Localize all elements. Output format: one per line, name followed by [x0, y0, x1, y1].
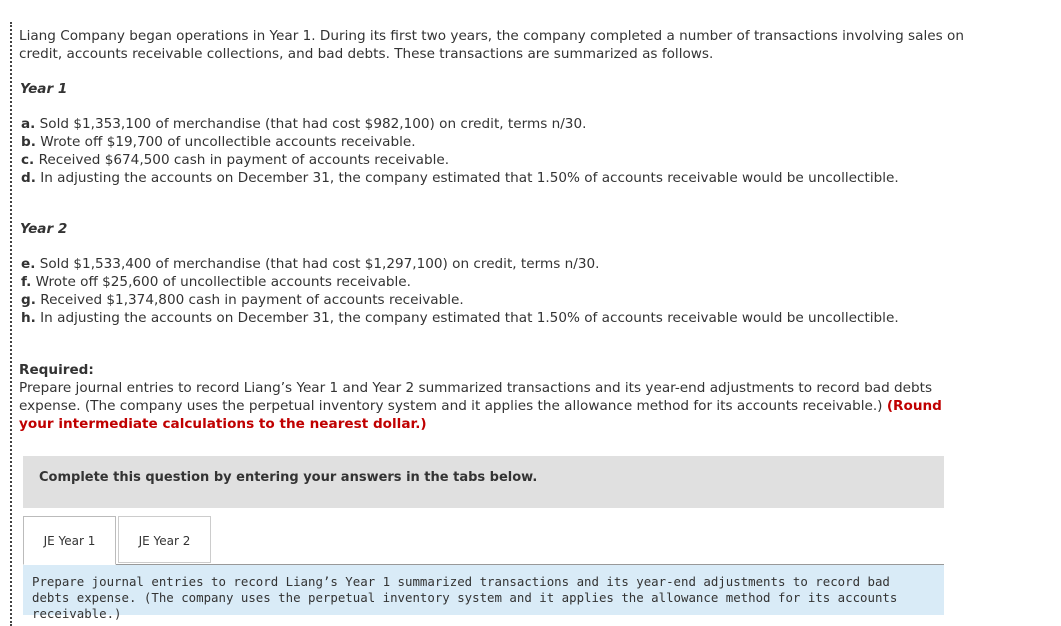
year2-heading: Year 2 — [20, 221, 68, 237]
year1-heading: Year 1 — [20, 81, 68, 97]
tab-instructions: Prepare journal entries to record Liang’s Year 1 summarized transactions and its year-end adjustments to record bad debts expense. (The company uses the perpetual inventory system and it applies the allowance method for its accounts receivable.) — [23, 565, 944, 615]
tab-je-year-1[interactable]: JE Year 1 — [23, 516, 116, 565]
complete-question-banner: Complete this question by entering your answers in the tabs below. — [23, 456, 944, 508]
transaction-letter: h. — [21, 310, 36, 326]
answer-tabs — [23, 516, 944, 565]
transaction-text: Received $1,374,800 cash in payment of accounts receivable. — [40, 292, 464, 308]
list-item — [21, 309, 899, 327]
transaction-letter: b. — [21, 134, 36, 150]
transaction-letter: g. — [21, 292, 36, 308]
question-content — [19, 27, 969, 432]
transaction-letter: c. — [21, 152, 35, 168]
transaction-letter: d. — [21, 170, 36, 186]
list-item — [21, 169, 899, 187]
transaction-text: Sold $1,353,100 of merchandise (that had cost $982,100) on credit, terms n/30. — [39, 116, 587, 132]
transaction-text: Wrote off $19,700 of uncollectible accounts receivable. — [40, 134, 416, 150]
required-text — [19, 379, 959, 433]
list-item — [21, 255, 899, 273]
required-label: Required: — [19, 362, 94, 378]
transaction-letter: f. — [21, 274, 32, 290]
transaction-letter: a. — [21, 116, 36, 132]
list-item — [21, 151, 899, 169]
required-instructions: Prepare journal entries to record Liang’s Year 1 and Year 2 summarized transactions and its year-end adjustments to record bad debts expense. (The company uses the perpetual inventory system and it applies the allowance method for its accounts receivable.) — [19, 380, 933, 414]
list-item — [21, 115, 899, 133]
list-item — [21, 133, 899, 151]
list-item — [21, 291, 899, 309]
transaction-letter: e. — [21, 256, 36, 272]
required-section — [19, 361, 959, 433]
list-item — [21, 273, 899, 291]
year2-transaction-list — [21, 255, 899, 327]
transaction-text: Sold $1,533,400 of merchandise (that had cost $1,297,100) on credit, terms n/30. — [39, 256, 600, 272]
question-left-rule — [10, 22, 12, 626]
transaction-text: In adjusting the accounts on December 31, the company estimated that 1.50% of accounts receivable would be uncollectible. — [40, 310, 899, 326]
tab-je-year-2[interactable]: JE Year 2 — [118, 516, 211, 563]
transaction-text: Received $674,500 cash in payment of accounts receivable. — [38, 152, 450, 168]
transaction-text: In adjusting the accounts on December 31, the company estimated that 1.50% of accounts receivable would be uncollectible. — [40, 170, 899, 186]
transaction-text: Wrote off $25,600 of uncollectible accounts receivable. — [35, 274, 411, 290]
rounding-note: (Round your intermediate calculations to the nearest dollar.) — [19, 398, 942, 432]
year1-transaction-list — [21, 115, 899, 187]
problem-intro: Liang Company began operations in Year 1. During its first two years, the company completed a number of transactions involving sales on credit, accounts receivable collections, and bad debts. These transactions are summarized as follows. — [19, 28, 964, 62]
